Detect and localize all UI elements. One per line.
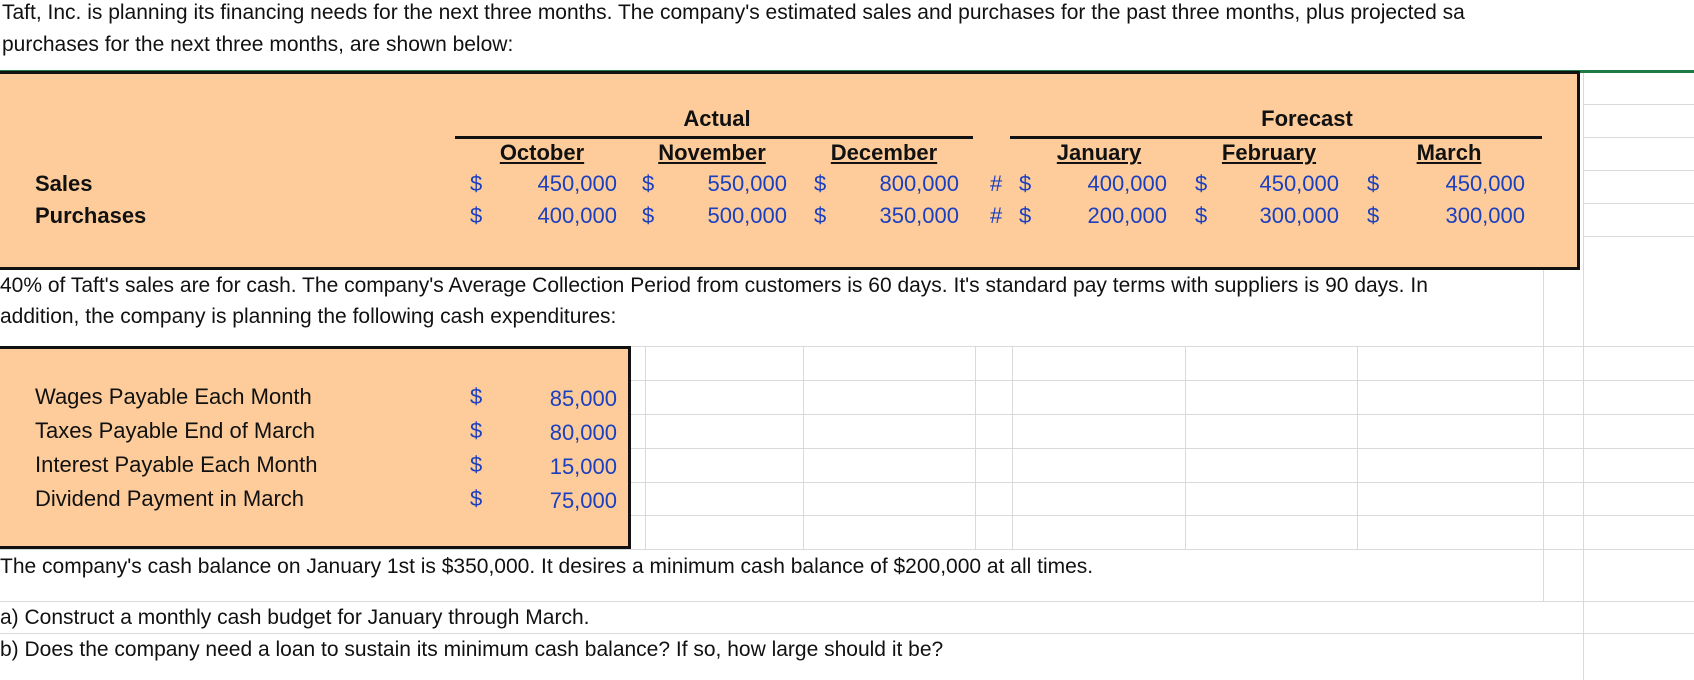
currency-symbol: $ bbox=[642, 171, 655, 196]
month-november: November bbox=[658, 140, 766, 165]
intro-line-1: Taft, Inc. is planning its financing needs for the next three months. The company's estimated sales and purchases for the past three months, plus projected sa bbox=[2, 1, 1465, 24]
currency-symbol: $ bbox=[470, 384, 483, 409]
row-label-purchases: Purchases bbox=[35, 203, 147, 228]
currency-symbol: $ bbox=[1367, 203, 1380, 228]
currency-symbol: $ bbox=[470, 418, 483, 443]
purchases-february: 300,000 bbox=[1259, 203, 1339, 228]
sales-march: 450,000 bbox=[1445, 171, 1525, 196]
currency-symbol: $ bbox=[814, 203, 827, 228]
currency-symbol: $ bbox=[814, 171, 827, 196]
sales-october: 450,000 bbox=[537, 171, 617, 196]
terms-line-2: addition, the company is planning the following cash expenditures: bbox=[0, 305, 617, 328]
purchases-january: 200,000 bbox=[1087, 203, 1167, 228]
month-march: March bbox=[1416, 140, 1482, 165]
month-january: January bbox=[1056, 140, 1142, 165]
sales-january: 400,000 bbox=[1087, 171, 1167, 196]
expenditure-label: Interest Payable Each Month bbox=[35, 452, 318, 477]
expenditure-value: 15,000 bbox=[549, 454, 617, 479]
currency-symbol: $ bbox=[470, 203, 483, 228]
currency-symbol: $ bbox=[642, 203, 655, 228]
purchases-december: 350,000 bbox=[879, 203, 959, 228]
expenditure-label: Dividend Payment in March bbox=[35, 486, 305, 511]
month-december: December bbox=[830, 140, 938, 165]
actual-header: Actual bbox=[683, 106, 751, 131]
overflow-marker: # bbox=[990, 203, 1003, 228]
actual-header-rule bbox=[455, 136, 973, 139]
month-october: October bbox=[499, 140, 585, 165]
cash-balance-note: The company's cash balance on January 1st is $350,000. It desires a minimum cash balance of $200,000 at all times. bbox=[0, 555, 1094, 578]
purchases-october: 400,000 bbox=[537, 203, 617, 228]
expenditure-value: 85,000 bbox=[549, 386, 617, 411]
currency-symbol: $ bbox=[1019, 203, 1032, 228]
row-label-sales: Sales bbox=[35, 171, 93, 196]
currency-symbol: $ bbox=[470, 486, 483, 511]
forecast-header: Forecast bbox=[1261, 106, 1353, 131]
purchases-march: 300,000 bbox=[1445, 203, 1525, 228]
expenditure-value: 75,000 bbox=[549, 488, 617, 513]
expenditure-value: 80,000 bbox=[549, 420, 617, 445]
forecast-header-rule bbox=[1010, 136, 1542, 139]
question-b: b) Does the company need a loan to sustain its minimum cash balance? If so, how large should it be? bbox=[0, 638, 944, 661]
sales-december: 800,000 bbox=[879, 171, 959, 196]
currency-symbol: $ bbox=[1195, 171, 1208, 196]
currency-symbol: $ bbox=[470, 171, 483, 196]
question-a: a) Construct a monthly cash budget for January through March. bbox=[0, 606, 590, 629]
currency-symbol: $ bbox=[470, 452, 483, 477]
overflow-marker: # bbox=[990, 171, 1003, 196]
month-february: February bbox=[1221, 140, 1317, 165]
currency-symbol: $ bbox=[1195, 203, 1208, 228]
currency-symbol: $ bbox=[1367, 171, 1380, 196]
currency-symbol: $ bbox=[1019, 171, 1032, 196]
expenditures-table bbox=[0, 346, 631, 549]
intro-line-2: purchases for the next three months, are shown below: bbox=[2, 33, 514, 56]
expenditure-label: Wages Payable Each Month bbox=[35, 384, 312, 409]
purchases-november: 500,000 bbox=[707, 203, 787, 228]
terms-line-1: 40% of Taft's sales are for cash. The company's Average Collection Period from customers is 60 days. It's standard pay terms with suppliers is 90 days. In bbox=[0, 274, 1428, 297]
sales-february: 450,000 bbox=[1259, 171, 1339, 196]
sales-purchases-table bbox=[0, 71, 1580, 270]
expenditure-label: Taxes Payable End of March bbox=[35, 418, 316, 443]
sales-november: 550,000 bbox=[707, 171, 787, 196]
